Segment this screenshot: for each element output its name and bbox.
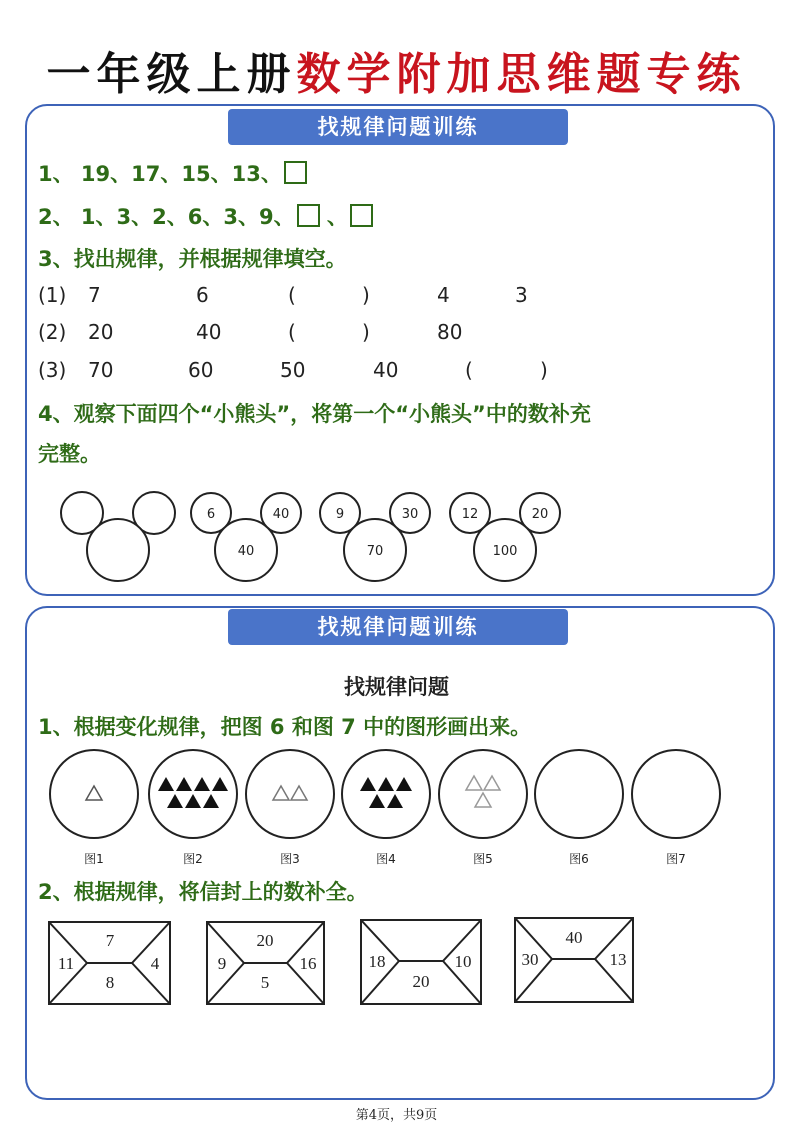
q3-cell: 3 [515, 283, 528, 307]
q3-cell: 40 [196, 320, 222, 344]
bear-3-face: 70 [366, 544, 384, 559]
question-1-label: 1、 [38, 162, 74, 186]
envelope-3-left: 18 [368, 952, 386, 971]
q3-cell: ( [288, 283, 296, 307]
section-2-question-1: 1、根据变化规律，把图 6 和图 7 中的图形画出来。 [38, 715, 532, 739]
envelope-1-left: 11 [57, 954, 75, 973]
page-footer: 第4页，共9页 [355, 1108, 438, 1123]
bear-2-left-ear: 6 [206, 507, 216, 522]
question-1-sequence: 19、17、15、13、 [73, 162, 282, 186]
figure-caption: 图1 [84, 852, 104, 866]
section-2-question-2: 2、根据规律，将信封上的数补全。 [38, 880, 368, 904]
bear-3-left-ear: 9 [335, 507, 345, 522]
q3-cell: ( [288, 320, 296, 344]
q3-cell: 7 [88, 283, 101, 307]
q3-cell: 50 [280, 358, 306, 382]
section-2-banner: 找规律问题训练 [228, 609, 568, 645]
envelope-1-top: 7 [105, 931, 115, 950]
bear-4-right-ear: 20 [531, 507, 549, 522]
figure-caption: 图6 [569, 852, 589, 866]
q3-cell: 70 [88, 358, 114, 382]
q3-cell: 40 [373, 358, 399, 382]
bear-2-face: 40 [237, 544, 255, 559]
q3-cell: 80 [437, 320, 463, 344]
question-2-separator: 、 [319, 205, 348, 229]
q3-cell: 60 [188, 358, 214, 382]
q3-cell: 4 [437, 283, 450, 307]
figure-caption: 图7 [666, 852, 686, 866]
figure-caption: 图5 [473, 852, 493, 866]
envelope-2-right: 16 [299, 954, 317, 973]
envelope-1-right: 4 [150, 954, 160, 973]
q3-cell: ) [362, 283, 370, 307]
envelope-4-right: 13 [609, 950, 627, 969]
q3-cell: 20 [88, 320, 114, 344]
q3-cell: ) [362, 320, 370, 344]
envelope-2-left: 9 [217, 954, 227, 973]
q3-cell: ( [465, 358, 473, 382]
figure-caption: 图3 [280, 852, 300, 866]
q3-cell: 6 [196, 283, 209, 307]
title-black-part: 一年级上册 [46, 49, 297, 100]
q3-row-label: (2) [38, 320, 67, 344]
q3-cell: ) [540, 358, 548, 382]
envelope-3-bottom: 20 [412, 972, 430, 991]
figure-caption: 图2 [183, 852, 203, 866]
envelope-2-top: 20 [256, 931, 274, 950]
question-4-line-1: 4、观察下面四个“小熊头”，将第一个“小熊头”中的数补充 [38, 402, 591, 426]
question-2-sequence: 1、3、2、6、3、9、 [73, 205, 295, 229]
section-2-subtitle: 找规律问题 [344, 675, 449, 699]
question-4-line-2: 完整。 [38, 442, 101, 466]
bear-4-face: 100 [492, 544, 518, 559]
section-1-banner: 找规律问题训练 [228, 109, 568, 145]
envelope-4-left: 30 [521, 950, 539, 969]
q3-row-label: (3) [38, 358, 67, 382]
envelope-4-top: 40 [565, 928, 583, 947]
title-red-part: 数学附加思维题专练 [296, 49, 747, 100]
q3-row-label: (1) [38, 283, 67, 307]
bear-2-right-ear: 40 [272, 507, 290, 522]
bear-3-right-ear: 30 [401, 507, 419, 522]
bear-4-left-ear: 12 [461, 507, 479, 522]
question-2-label: 2、 [38, 205, 74, 229]
envelope-1-bottom: 8 [105, 973, 115, 992]
question-3: 3、找出规律，并根据规律填空。 [38, 247, 347, 271]
envelope-2-bottom: 5 [260, 973, 270, 992]
figure-caption: 图4 [376, 852, 396, 866]
envelope-3-right: 10 [454, 952, 472, 971]
